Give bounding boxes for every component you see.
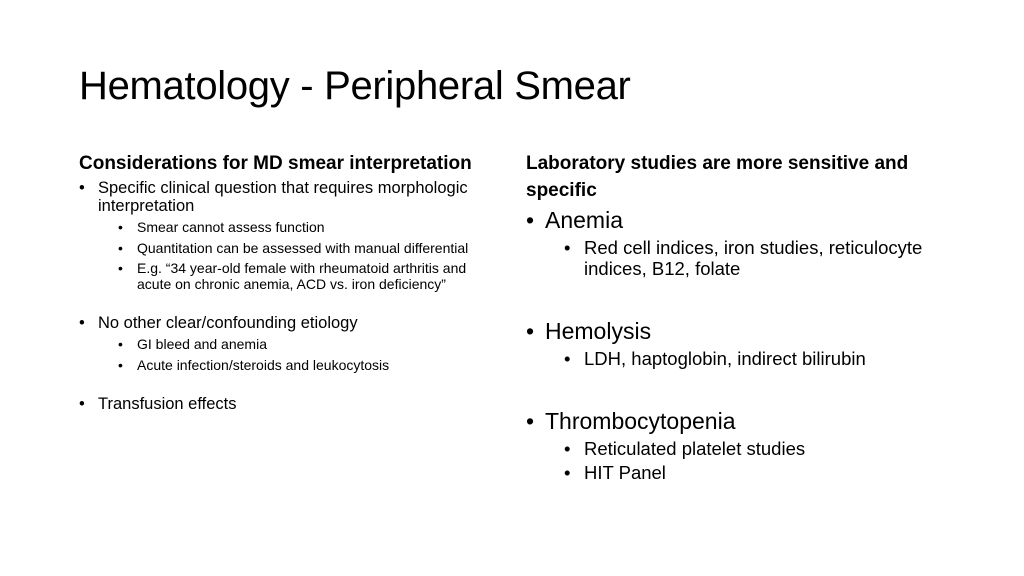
left-item-text: No other clear/confounding etiology: [98, 314, 358, 332]
left-sublist: [98, 337, 489, 373]
left-item-text: Specific clinical question that requires morphologic interpretation: [98, 179, 468, 215]
right-item-text: Thrombocytopenia: [545, 408, 736, 434]
right-column: [526, 150, 966, 483]
right-heading: Laboratory studies are more sensitive and specific: [526, 153, 909, 201]
left-item-text: Transfusion effects: [98, 395, 237, 413]
right-sublist: [545, 237, 966, 279]
slide-title: Hematology - Peripheral Smear: [79, 64, 631, 108]
right-subitem: • Reticulated platelet studies: [526, 438, 966, 459]
left-sublist: [98, 220, 489, 292]
right-item-text: Anemia: [545, 207, 623, 233]
left-item: [79, 395, 489, 413]
left-column: [79, 150, 489, 413]
left-subitem: • Quantitation can be assessed with manual differential: [98, 241, 489, 257]
right-item: [526, 407, 966, 483]
left-list: [79, 179, 489, 413]
left-subitem: • GI bleed and anemia: [98, 337, 489, 353]
left-item: [79, 179, 489, 292]
right-sublist: [545, 438, 966, 483]
right-item: [526, 206, 966, 279]
left-heading: Considerations for MD smear interpretation: [79, 153, 472, 174]
left-subitem: • E.g. “34 year-old female with rheumatoid arthritis and acute on chronic anemia, ACD vs. iron deficiency”: [98, 261, 489, 292]
right-sublist: [545, 348, 966, 369]
left-item: [79, 314, 489, 373]
left-subitem: • Acute infection/steroids and leukocytosis: [98, 358, 489, 374]
left-subitem: • Smear cannot assess function: [98, 220, 489, 236]
right-subitem: • Red cell indices, iron studies, reticulocyte indices, B12, folate: [526, 237, 966, 279]
right-subitem: • HIT Panel: [526, 462, 966, 483]
right-item-text: Hemolysis: [545, 318, 652, 344]
right-item: [526, 317, 966, 369]
right-subitem: • LDH, haptoglobin, indirect bilirubin: [526, 348, 966, 369]
right-list: [526, 206, 966, 483]
